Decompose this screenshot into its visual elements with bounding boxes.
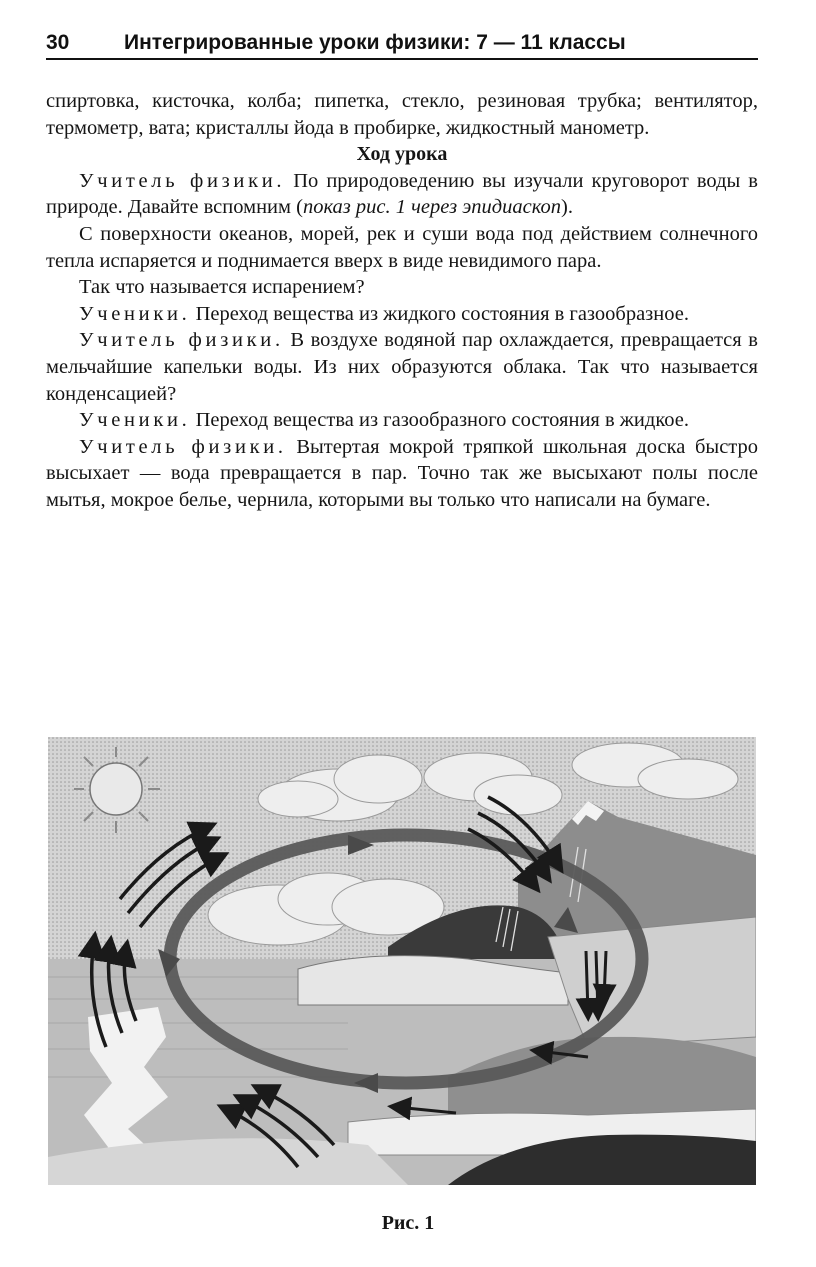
speaker-label: Ученики. bbox=[79, 409, 191, 432]
book-title: Интегрированные уроки физики: 7 — 11 классы bbox=[124, 31, 626, 54]
paragraph-text: В воздухе водяной пар охлаждается, превращается в мельчайшие капельки воды. Из них образуются облака. Так что называется конденсацией? bbox=[46, 329, 758, 405]
section-heading: Ход урока bbox=[356, 143, 448, 166]
page-number: 30 bbox=[46, 31, 70, 54]
speaker-label: Ученики. bbox=[79, 302, 191, 325]
paragraph-text: С поверхности океанов, морей, рек и суши вода под действием солнечного тепла испаряется и поднимается вверх в виде невидимого пара. bbox=[46, 222, 758, 272]
speaker-label: Учитель физики. bbox=[79, 435, 287, 458]
water-cycle-illustration bbox=[48, 737, 756, 1185]
paragraph-tail: ). bbox=[561, 196, 573, 219]
paragraph-1 bbox=[46, 168, 758, 221]
paragraph-4 bbox=[46, 301, 758, 328]
body-text bbox=[46, 88, 758, 514]
speaker-label: Учитель физики. bbox=[79, 329, 284, 352]
paragraph-text: Переход вещества из газообразного состояния в жидкое. bbox=[190, 409, 689, 432]
stage-direction: показ рис. 1 через эпидиаскоп bbox=[302, 196, 562, 219]
paragraph-6 bbox=[46, 407, 758, 434]
figure-caption: Рис. 1 bbox=[381, 1212, 435, 1234]
water-cycle-figure bbox=[48, 737, 756, 1185]
paragraph-text: По природоведению вы изучали круговорот воды в природе. Давайте вспомним ( bbox=[46, 169, 758, 219]
speaker-label: Учитель физики. bbox=[79, 169, 286, 192]
paragraph-text: Вытертая мокрой тряпкой школьная доска быстро высыхает — вода превращается в пар. Точно так же высыхают полы после мытья, мокрое белье, чернила, которыми вы только что написали на бумаге. bbox=[46, 435, 758, 511]
running-header bbox=[46, 28, 758, 60]
materials-continuation: спиртовка, кисточка, колба; пипетка, стекло, резиновая трубка; вентилятор, термометр, вата; кристаллы йода в пробирке, жидкостный манометр. bbox=[46, 90, 758, 139]
paragraph-7 bbox=[46, 434, 758, 514]
paragraph-text: Переход вещества из жидкого состояния в газообразное. bbox=[190, 302, 689, 325]
paragraph-3 bbox=[46, 274, 758, 301]
paragraph-2 bbox=[46, 221, 758, 274]
paragraph-text: Так что называется испарением? bbox=[79, 276, 365, 299]
paragraph-5 bbox=[46, 327, 758, 407]
